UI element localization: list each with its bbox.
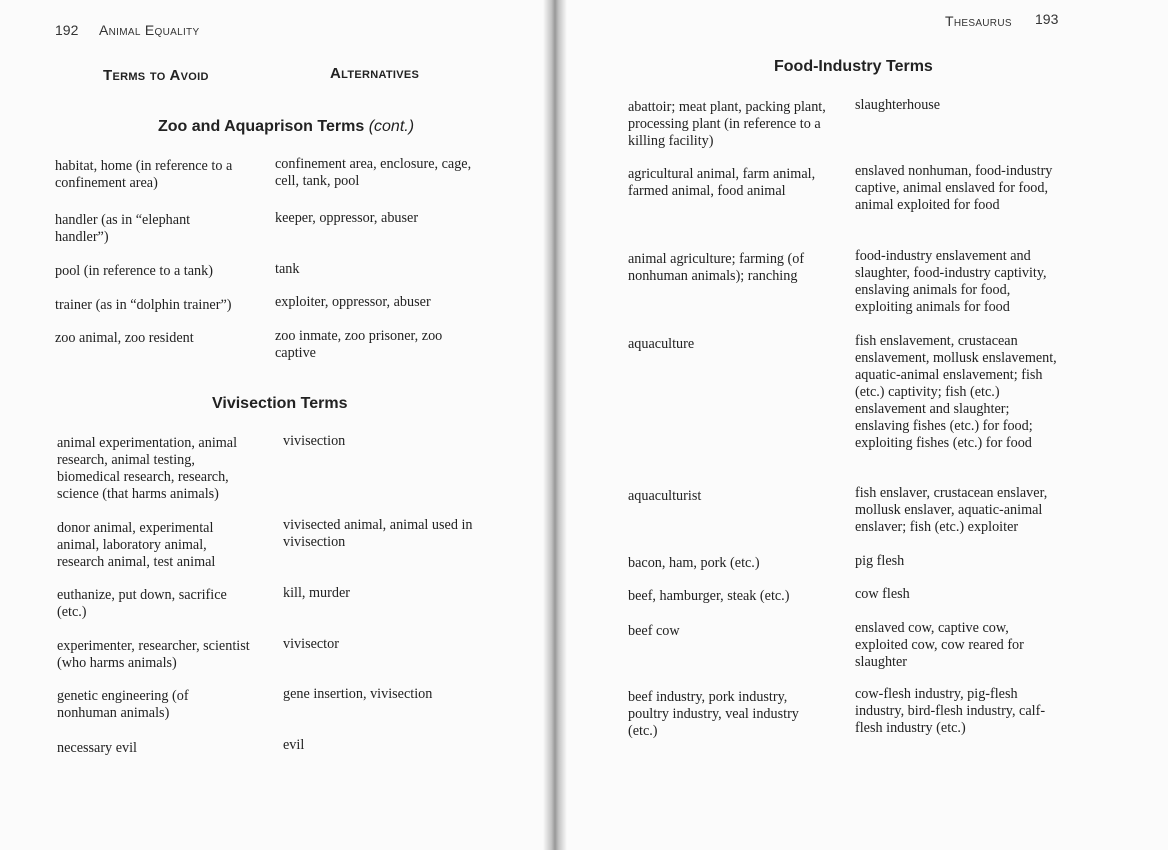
viv-term-6: necessary evil — [57, 740, 137, 756]
zoo-term-5: zoo animal, zoo resident — [55, 330, 194, 346]
food-alt-1: slaughterhouse — [855, 97, 941, 113]
food-alt-6: pig flesh — [855, 553, 905, 569]
food-alt-5: fish enslaver, crustacean enslaver, mollusk enslaver, aquatic-animal enslaver; fish (etc.) exploiter — [855, 485, 1048, 535]
food-term-1: abattoir; meat plant, packing plant, processing plant (in reference to a killing facility) — [628, 99, 826, 149]
food-alt-4: fish enslavement, crustacean enslavement, mollusk enslavement, aquatic-animal enslavement; fish (etc.) captivity; fish (etc.) enslavement and slaughter; enslaving fishes (etc.) for food; exploiting fishes (etc.) for food — [855, 333, 1057, 451]
right-page-number: 193 — [1035, 11, 1059, 27]
viv-term-1: animal experimentation, animal research, animal testing, biomedical research, research, science (that harms animals) — [57, 435, 238, 502]
food-term-5: aquaculturist — [628, 488, 702, 504]
right-running-head: Thesaurus — [945, 13, 1012, 29]
food-alt-3: food-industry enslavement and slaughter, food-industry captivity, enslaving animals for food, exploiting animals for food — [855, 248, 1047, 315]
left-page-number: 192 — [55, 22, 79, 38]
food-term-9: beef industry, pork industry, poultry industry, veal industry (etc.) — [628, 689, 799, 739]
zoo-term-4: trainer (as in “dolphin trainer”) — [55, 297, 232, 313]
zoo-alt-3: tank — [275, 261, 300, 277]
viv-alt-4: vivisector — [283, 636, 339, 652]
food-term-6: bacon, ham, pork (etc.) — [628, 555, 760, 571]
left-running-head: Animal Equality — [99, 22, 200, 38]
food-alt-9: cow-flesh industry, pig-flesh industry, bird-flesh industry, calf-flesh industry (etc.) — [855, 686, 1046, 736]
zoo-section-title: Zoo and Aquaprison Terms (cont.) — [158, 118, 415, 135]
alternatives-heading: Alternatives — [330, 65, 420, 82]
food-alt-7: cow flesh — [855, 586, 910, 602]
vivisection-section-title: Vivisection Terms — [212, 395, 348, 412]
food-term-2: agricultural animal, farm animal, farmed animal, food animal — [628, 166, 816, 199]
viv-alt-3: kill, murder — [283, 585, 350, 601]
food-term-3: animal agriculture; farming (of nonhuman animals); ranching — [628, 251, 805, 284]
zoo-term-3: pool (in reference to a tank) — [55, 263, 213, 279]
viv-term-5: genetic engineering (of nonhuman animals) — [57, 688, 189, 721]
viv-term-3: euthanize, put down, sacrifice (etc.) — [57, 587, 227, 620]
food-alt-2: enslaved nonhuman, food-industry captive, animal enslaved for food, animal exploited for food — [855, 163, 1053, 213]
viv-term-2: donor animal, experimental animal, laboratory animal, research animal, test animal — [57, 520, 216, 570]
viv-alt-2: vivisected animal, animal used in vivisection — [283, 517, 473, 550]
zoo-term-1: habitat, home (in reference to a confinement area) — [55, 158, 233, 191]
food-alt-8: enslaved cow, captive cow, exploited cow, cow reared for slaughter — [855, 620, 1024, 670]
zoo-alt-2: keeper, oppressor, abuser — [275, 210, 419, 226]
food-term-8: beef cow — [628, 623, 680, 639]
terms-to-avoid-heading: Terms to Avoid — [103, 67, 209, 84]
viv-alt-6: evil — [283, 737, 305, 753]
viv-alt-1: vivisection — [283, 433, 346, 449]
left-page — [0, 0, 548, 850]
zoo-alt-4: exploiter, oppressor, abuser — [275, 294, 431, 310]
food-term-4: aquaculture — [628, 336, 695, 352]
viv-alt-5: gene insertion, vivisection — [283, 686, 433, 702]
zoo-alt-1: confinement area, enclosure, cage, cell, tank, pool — [275, 156, 472, 189]
food-term-7: beef, hamburger, steak (etc.) — [628, 588, 790, 604]
zoo-alt-5: zoo inmate, zoo prisoner, zoo captive — [275, 328, 443, 361]
food-section-title: Food-Industry Terms — [774, 58, 933, 75]
zoo-term-2: handler (as in “elephant handler”) — [55, 212, 191, 245]
viv-term-4: experimenter, researcher, scientist (who harms animals) — [57, 638, 250, 671]
